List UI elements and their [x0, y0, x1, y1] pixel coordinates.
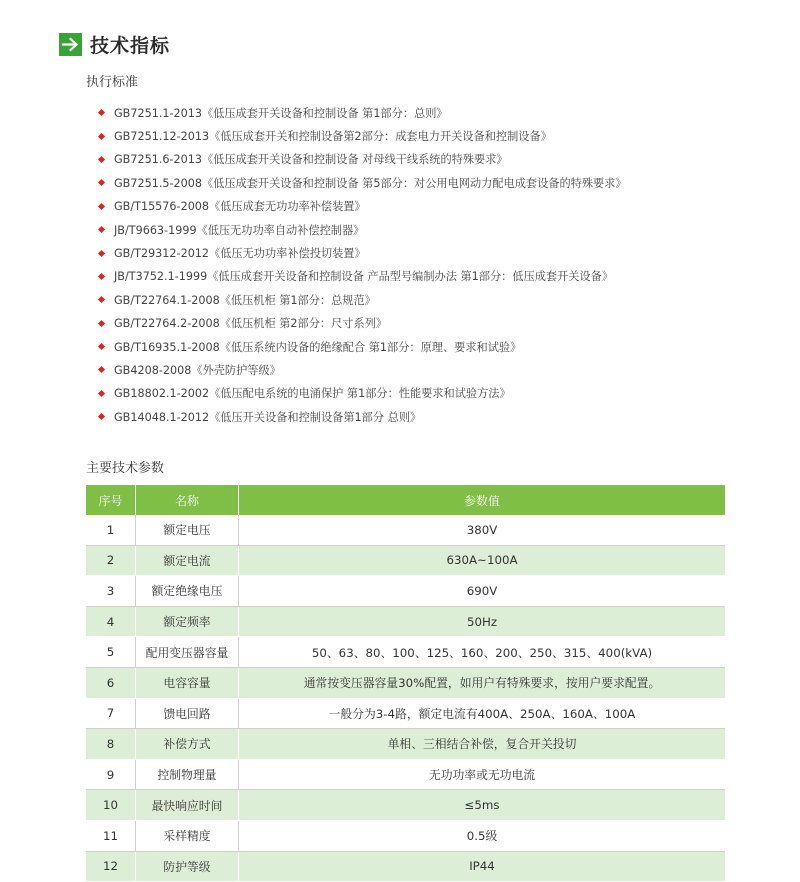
table-row: [86, 667, 725, 698]
standard-text: GB4208-2008《外壳防护等级》: [114, 363, 281, 377]
cell-name: 补偿方式: [136, 729, 239, 760]
list-item: [97, 241, 627, 264]
standard-text: GB14048.1-2012《低压开关设备和控制设备第1部分 总则》: [114, 410, 422, 424]
standard-text: GB/T16935.1-2008《低压系统内设备的绝缘配合 第1部分：原理、要求和试验》: [114, 340, 522, 354]
cell-value: 630A~100A: [239, 545, 726, 576]
cell-value: IP44: [239, 851, 726, 882]
cell-index: 1: [86, 515, 136, 545]
cell-value: 单相、三相结合补偿，复合开关投切: [239, 729, 726, 760]
standard-text: GB/T15576-2008《低压成套无功功率补偿装置》: [114, 200, 366, 214]
red-diamond-bullet-icon: [98, 390, 105, 397]
cell-name: 额定电压: [136, 515, 239, 545]
standards-heading: 执行标准: [86, 75, 139, 90]
standard-text: GB18802.1-2002《低压配电系统的电涌保护 第1部分：性能要求和试验方法》: [114, 387, 511, 401]
cell-value: 无功功率或无功电流: [239, 759, 726, 790]
standard-text: GB7251.1-2013《低压成套开关设备和控制设备 第1部分：总则》: [114, 106, 448, 120]
cell-value: 690V: [239, 576, 726, 607]
list-item: [97, 335, 627, 358]
cell-index: 2: [86, 545, 136, 576]
cell-index: 7: [86, 698, 136, 729]
cell-name: 控制物理量: [136, 759, 239, 790]
section-header: [59, 31, 170, 58]
list-item: [97, 148, 627, 171]
standard-text: GB/T22764.1-2008《低压机柜 第1部分：总规范》: [114, 293, 376, 307]
table-header-row: [86, 485, 725, 515]
params-table: [86, 485, 725, 882]
cell-index: 9: [86, 759, 136, 790]
cell-name: 额定频率: [136, 606, 239, 637]
list-item: [97, 195, 627, 218]
cell-value: ≤5ms: [239, 790, 726, 821]
cell-index: 5: [86, 637, 136, 668]
cell-name: 馈电回路: [136, 698, 239, 729]
table-row: [86, 576, 725, 607]
standard-text: GB/T29312-2012《低压无功功率补偿投切装置》: [114, 247, 366, 261]
arrow-right-icon: [59, 33, 82, 56]
table-row: [86, 759, 725, 790]
cell-index: 8: [86, 729, 136, 760]
cell-name: 额定电流: [136, 545, 239, 576]
list-item: [97, 265, 627, 288]
cell-name: 最快响应时间: [136, 790, 239, 821]
list-item: [97, 124, 627, 147]
list-item: [97, 405, 627, 428]
list-item: [97, 382, 627, 405]
table-row: [86, 606, 725, 637]
red-diamond-bullet-icon: [98, 273, 105, 280]
list-item: [97, 288, 627, 311]
params-heading: 主要技术参数: [86, 461, 165, 476]
table-row: [86, 729, 725, 760]
table-row: [86, 820, 725, 851]
table-row: [86, 698, 725, 729]
cell-name: 额定绝缘电压: [136, 576, 239, 607]
col-header-name: 名称: [136, 485, 239, 515]
standard-text: GB/T22764.2-2008《低压机柜 第2部分：尺寸系列》: [114, 317, 388, 331]
cell-name: 采样精度: [136, 820, 239, 851]
cell-value: 通常按变压器容量30%配置，如用户有特殊要求，按用户要求配置。: [239, 667, 726, 698]
table-row: [86, 790, 725, 821]
red-diamond-bullet-icon: [98, 226, 105, 233]
table-row: [86, 545, 725, 576]
red-diamond-bullet-icon: [98, 203, 105, 210]
table-row: [86, 637, 725, 668]
standard-text: GB7251.5-2008《低压成套开关设备和控制设备 第5部分：对公用电网动力配电成套设备的特殊要求》: [114, 176, 627, 190]
cell-name: 配用变压器容量: [136, 637, 239, 668]
standard-text: JB/T3752.1-1999《低压成套开关设备和控制设备 产品型号编制办法 第1部分：低压成套开关设备》: [114, 270, 614, 284]
cell-value: 一般分为3-4路，额定电流有400A、250A、160A、100A: [239, 698, 726, 729]
red-diamond-bullet-icon: [98, 179, 105, 186]
red-diamond-bullet-icon: [98, 366, 105, 373]
list-item: [97, 101, 627, 124]
cell-index: 4: [86, 606, 136, 637]
cell-value: 0.5级: [239, 820, 726, 851]
cell-index: 3: [86, 576, 136, 607]
list-item: [97, 312, 627, 335]
red-diamond-bullet-icon: [98, 413, 105, 420]
standard-text: GB7251.6-2013《低压成套开关设备和控制设备 对母线干线系统的特殊要求》: [114, 153, 508, 167]
red-diamond-bullet-icon: [98, 320, 105, 327]
cell-index: 11: [86, 820, 136, 851]
list-item: [97, 218, 627, 241]
table-row: [86, 851, 725, 882]
red-diamond-bullet-icon: [98, 156, 105, 163]
list-item: [97, 358, 627, 381]
cell-index: 12: [86, 851, 136, 882]
standard-text: GB7251.12-2013《低压成套开关和控制设备第2部分：成套电力开关设备和控制设备》: [114, 130, 552, 144]
red-diamond-bullet-icon: [98, 109, 105, 116]
cell-index: 6: [86, 667, 136, 698]
red-diamond-bullet-icon: [98, 343, 105, 350]
red-diamond-bullet-icon: [98, 133, 105, 140]
col-header-value: 参数值: [239, 485, 726, 515]
red-diamond-bullet-icon: [98, 296, 105, 303]
cell-name: 防护等级: [136, 851, 239, 882]
list-item: [97, 171, 627, 194]
cell-index: 10: [86, 790, 136, 821]
red-diamond-bullet-icon: [98, 249, 105, 256]
cell-value: 50Hz: [239, 606, 726, 637]
col-header-index: 序号: [86, 485, 136, 515]
standard-text: JB/T9663-1999《低压无功功率自动补偿控制器》: [114, 223, 365, 237]
cell-value: 380V: [239, 515, 726, 545]
standards-list: [97, 101, 627, 428]
cell-value: 50、63、80、100、125、160、200、250、315、400(kVA): [239, 637, 726, 668]
cell-name: 电容容量: [136, 667, 239, 698]
page-title: 技术指标: [90, 35, 171, 57]
table-row: [86, 515, 725, 545]
